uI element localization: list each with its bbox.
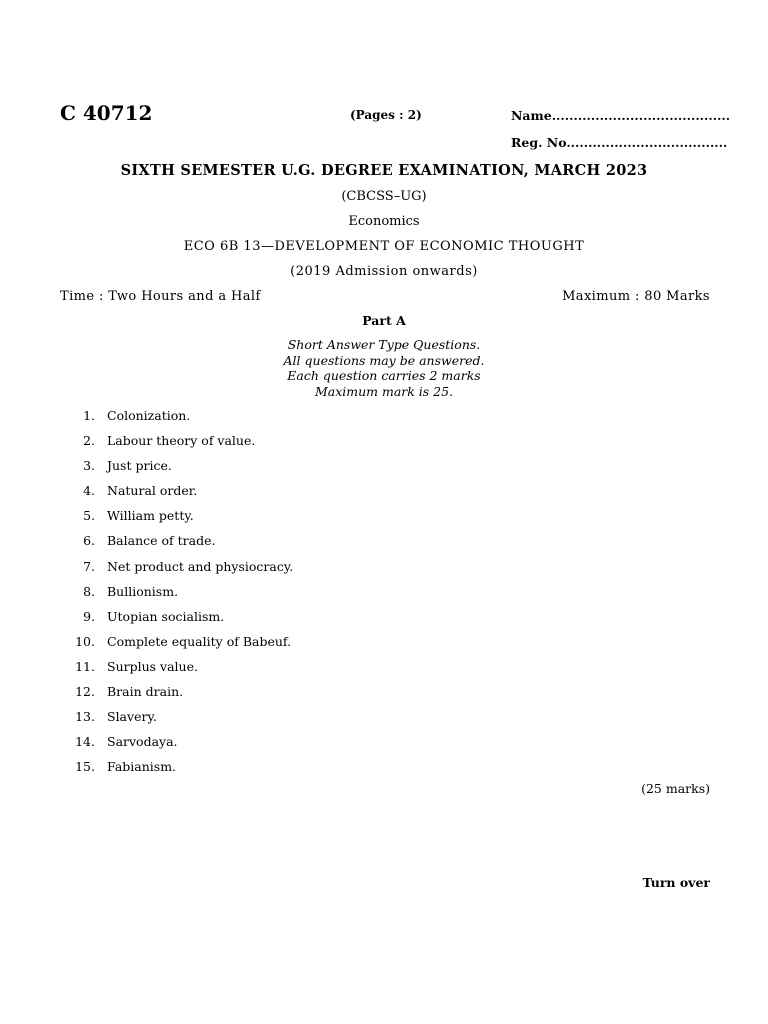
question-item xyxy=(60,684,710,709)
question-item xyxy=(60,759,710,784)
exam-duration: Time : Two Hours and a Half xyxy=(60,289,261,304)
part-marks: (25 marks) xyxy=(641,781,710,796)
question-text: Sarvodaya. xyxy=(107,734,178,750)
question-number: 3. xyxy=(83,458,95,474)
question-item xyxy=(60,734,710,759)
question-number: 4. xyxy=(83,483,95,499)
question-item xyxy=(60,709,710,734)
question-text: Just price. xyxy=(107,458,172,474)
question-item xyxy=(60,609,710,634)
question-text: Utopian socialism. xyxy=(107,608,225,624)
question-item xyxy=(60,584,710,609)
register-number-field: Reg. No..................................... xyxy=(511,135,728,150)
question-text: Slavery. xyxy=(107,709,157,725)
instruction-line: Each question carries 2 marks xyxy=(287,368,481,383)
question-item xyxy=(60,458,710,483)
admission-year: (2019 Admission onwards) xyxy=(290,264,478,279)
question-text: Surplus value. xyxy=(107,658,198,674)
question-text: Natural order. xyxy=(107,483,198,499)
question-text: Balance of trade. xyxy=(107,533,216,549)
question-number: 11. xyxy=(75,658,95,674)
question-number: 15. xyxy=(75,759,95,775)
question-number: 10. xyxy=(75,633,95,649)
question-paper-code: C 40712 xyxy=(60,101,153,125)
question-number: 2. xyxy=(83,433,95,449)
candidate-name-field: Name......................................... xyxy=(511,108,731,123)
instruction-line: All questions may be answered. xyxy=(283,353,485,368)
question-item xyxy=(60,508,710,533)
question-item xyxy=(60,533,710,558)
maximum-marks: Maximum : 80 Marks xyxy=(562,289,710,304)
page-count: (Pages : 2) xyxy=(350,108,422,122)
question-text: Colonization. xyxy=(107,408,191,423)
question-text: Fabianism. xyxy=(107,759,177,775)
question-text: William petty. xyxy=(107,508,194,524)
question-number: 5. xyxy=(83,508,95,524)
part-heading: Part A xyxy=(362,313,406,328)
instruction-line: Short Answer Type Questions. xyxy=(287,337,481,352)
question-item xyxy=(60,634,710,659)
question-text: Labour theory of value. xyxy=(107,433,256,449)
question-number: 14. xyxy=(75,734,95,750)
exam-title: SIXTH SEMESTER U.G. DEGREE EXAMINATION, MARCH 2023 xyxy=(120,162,648,179)
question-number: 1. xyxy=(83,408,95,423)
question-number: 13. xyxy=(75,709,95,725)
question-number: 7. xyxy=(83,558,95,574)
question-item xyxy=(60,659,710,684)
question-text: Net product and physiocracy. xyxy=(107,558,294,574)
instruction-line: Maximum mark is 25. xyxy=(314,384,454,399)
question-number: 9. xyxy=(83,608,95,624)
exam-subject: Economics xyxy=(348,214,420,229)
question-number: 6. xyxy=(83,533,95,549)
question-text: Brain drain. xyxy=(107,684,184,700)
question-item xyxy=(60,408,710,433)
question-item xyxy=(60,559,710,584)
question-item xyxy=(60,433,710,458)
exam-scheme: (CBCSS–UG) xyxy=(341,189,427,204)
question-text: Bullionism. xyxy=(107,583,179,599)
paper-title: ECO 6B 13—DEVELOPMENT OF ECONOMIC THOUGHT xyxy=(183,239,585,254)
question-item xyxy=(60,483,710,508)
turn-over-note: Turn over xyxy=(642,875,710,890)
question-text: Complete equality of Babeuf. xyxy=(107,633,292,649)
question-number: 12. xyxy=(75,684,95,700)
question-number: 8. xyxy=(83,583,95,599)
question-list xyxy=(60,408,710,784)
